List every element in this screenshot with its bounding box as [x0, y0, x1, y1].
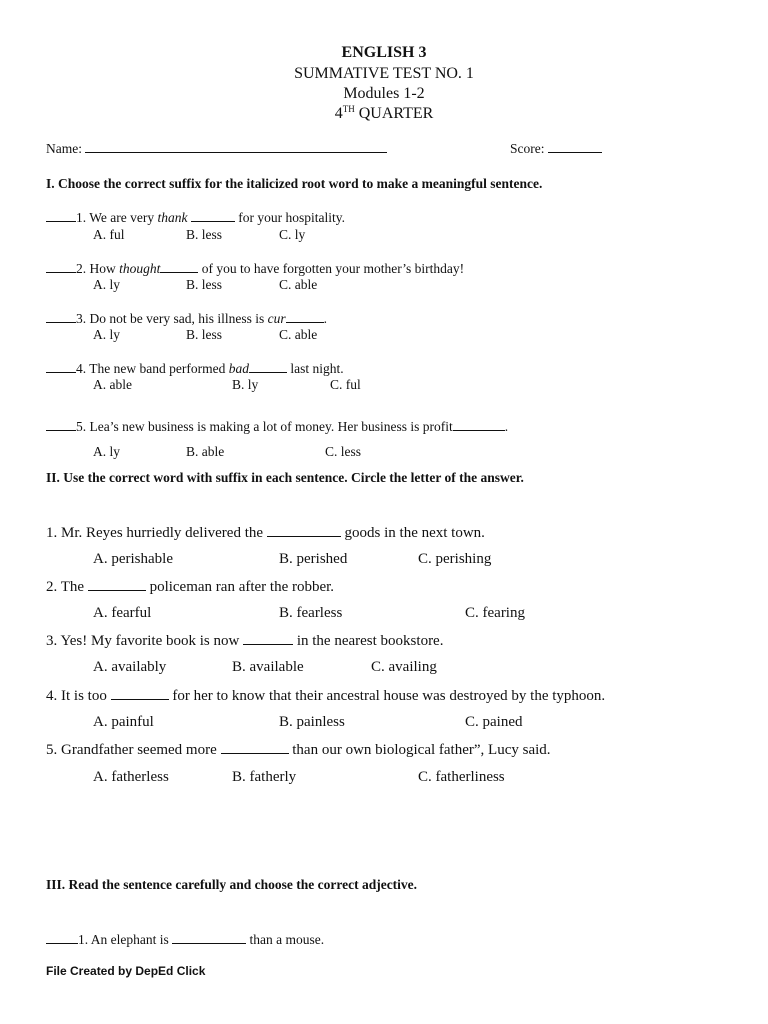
footer-credit: File Created by DepEd Click	[46, 964, 206, 978]
part2-question-4: 4. It is too for her to know that their ancestral house was destroyed by the typhoon.	[46, 688, 606, 704]
part1-question-1: 1. We are very thank for your hospitality.	[46, 209, 345, 226]
part2-question-1: 1. Mr. Reyes hurriedly delivered the goods in the next town.	[46, 525, 485, 541]
test-subtitle: SUMMATIVE TEST NO. 1	[294, 65, 474, 82]
choice: A. ful	[93, 227, 125, 242]
choice: B. able	[186, 444, 225, 459]
part3-heading: III. Read the sentence carefully and choose the correct adjective.	[46, 877, 418, 892]
choice: A. perishable	[93, 551, 173, 567]
choice: B. perished	[279, 551, 348, 567]
choice: B. fatherly	[232, 769, 297, 785]
choice: A. able	[93, 377, 132, 392]
choice: A. painful	[93, 714, 154, 730]
choice: C. fearing	[465, 605, 525, 621]
modules-label: Modules 1-2	[343, 85, 425, 102]
part1-heading: I. Choose the correct suffix for the italicized root word to make a meaningful sentence.	[46, 176, 543, 191]
choice: C. less	[325, 444, 362, 459]
choice: C. fatherliness	[418, 769, 505, 785]
choice: C. able	[279, 277, 318, 292]
choice: C. availing	[371, 659, 437, 675]
choice: A. ly	[93, 277, 120, 292]
choice: B. fearless	[279, 605, 343, 621]
choice: A. fatherless	[93, 769, 169, 785]
choice: A. ly	[93, 327, 120, 342]
name-field[interactable]: Name:	[46, 140, 387, 157]
choice: A. fearful	[93, 605, 152, 621]
part3-question-1: 1. An elephant is than a mouse.	[46, 931, 324, 948]
choice: C. ly	[279, 227, 306, 242]
score-field[interactable]: Score:	[510, 140, 602, 157]
choice: A. ly	[93, 444, 120, 459]
part2-question-5: 5. Grandfather seemed more than our own biological father”, Lucy said.	[46, 742, 551, 758]
choice: C. ful	[330, 377, 361, 392]
page-title: ENGLISH 3	[341, 44, 427, 61]
choice: B. available	[232, 659, 304, 675]
part2-question-2: 2. The policeman ran after the robber.	[46, 579, 335, 595]
choice: C. pained	[465, 714, 523, 730]
choice: B. painless	[279, 714, 345, 730]
quarter-label: 4TH QUARTER	[334, 104, 434, 122]
part2-heading: II. Use the correct word with suffix in each sentence. Circle the letter of the answer.	[46, 470, 524, 485]
choice: B. less	[186, 277, 223, 292]
part1-question-5: 5. Lea’s new business is making a lot of money. Her business is profit .	[46, 418, 508, 435]
choice: B. ly	[232, 377, 259, 392]
part2-question-3: 3. Yes! My favorite book is now in the nearest bookstore.	[46, 633, 444, 649]
choice: C. able	[279, 327, 318, 342]
choice: C. perishing	[418, 551, 492, 567]
part1-question-3: 3. Do not be very sad, his illness is cur .	[46, 310, 327, 327]
choice: A. availably	[93, 659, 167, 675]
part1-question-2: 2. How thought of you to have forgotten your mother’s birthday!	[46, 260, 464, 277]
part1-question-4: 4. The new band performed bad last night.	[46, 360, 344, 377]
choice: B. less	[186, 327, 223, 342]
choice: B. less	[186, 227, 223, 242]
